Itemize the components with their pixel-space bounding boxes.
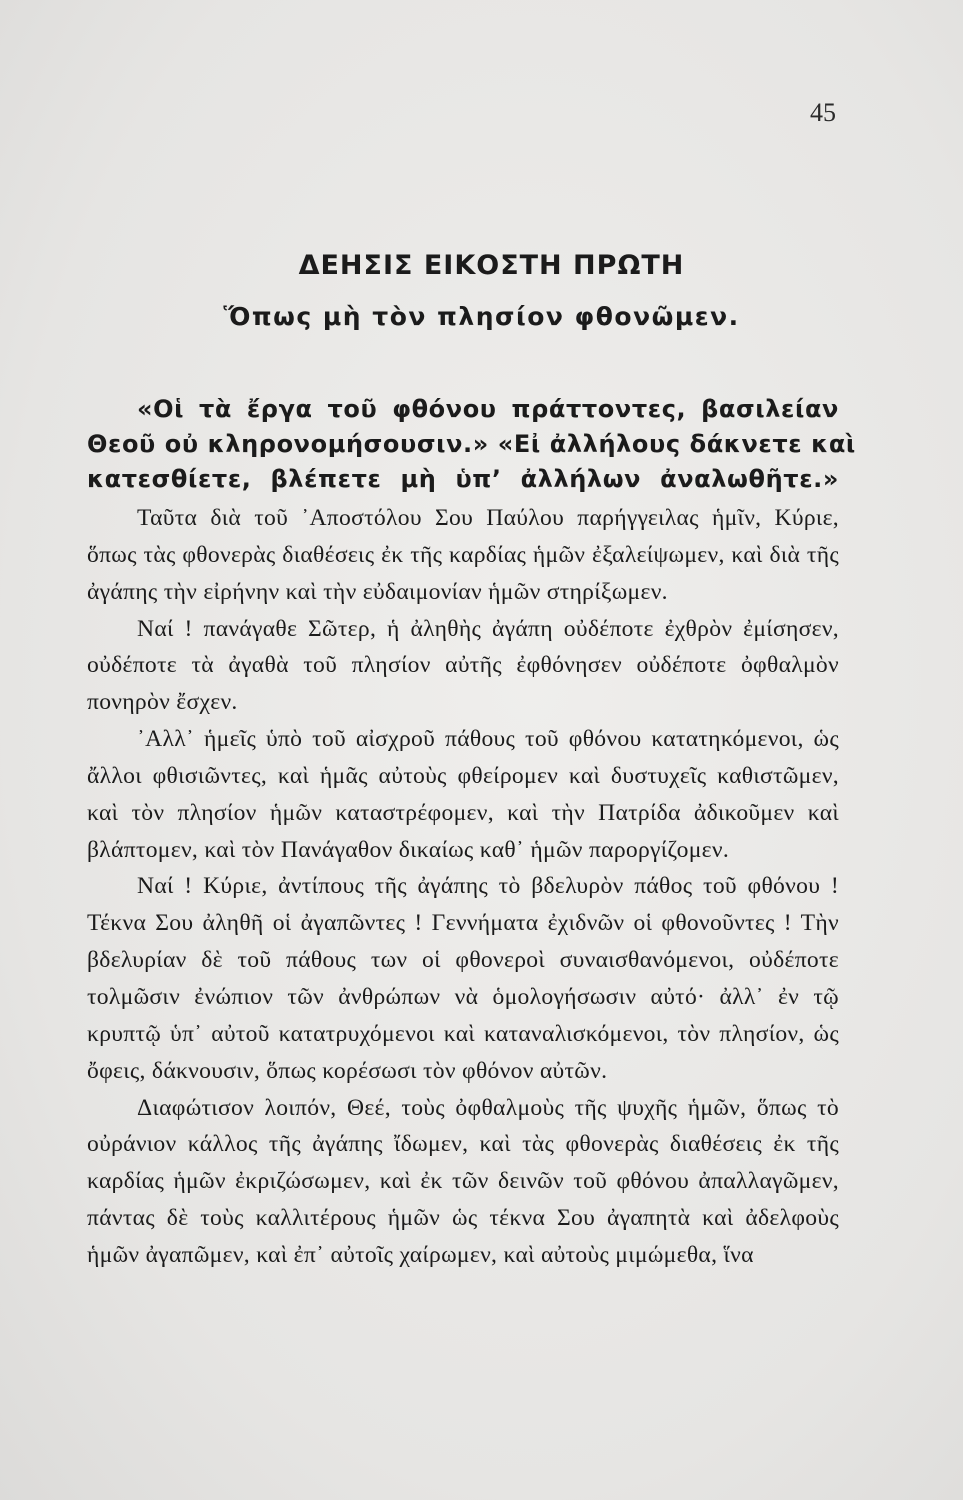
- paragraph: Ταῦτα διὰ τοῦ ᾿Αποστόλου Σου Παύλου παρήγγειλας ἡμῖν, Κύριε, ὅπως τὰς φθονερὰς διαθέσεις ἐκ τῆς καρδίας ἡμῶν ἐξαλείψωμεν, καὶ διὰ τῆς ἀγάπης τὴν εἰρήνην καὶ τὴν εὐδαιμονίαν ἡμῶν στηρίξωμεν.: [87, 505, 839, 605]
- quote-line: κατεσθίετε, βλέπετε μὴ ὑπ’ ἀλλήλων ἀναλωθῆτε.»: [87, 465, 839, 493]
- paragraph: ᾿Αλλ᾿ ἡμεῖς ὑπὸ τοῦ αἰσχροῦ πάθους τοῦ φθόνου κατατηκόμενοι, ὡς ἄλλοι φθισιῶντες, καὶ ἡμᾶς αὐτοὺς φθείρομεν καὶ δυστυχεῖς καθιστῶμεν, καὶ τὸν πλησίον ἡμῶν καταστρέφομεν, καὶ τὴν Πατρίδα ἀδικοῦμεν καὶ βλάπτομεν, καὶ τὸν Πανάγαθον δικαίως καθ᾿ ἡμῶν παροργίζομεν.: [87, 726, 839, 863]
- scripture-quote: [87, 392, 856, 497]
- prayer-title: ΔΕΗΣΙΣ ΕΙΚΟΣΤΗ ΠΡΩΤΗ: [298, 250, 685, 281]
- paragraph: Διαφώτισον λοιπόν, Θεέ, τοὺς ὀφθαλμοὺς τῆς ψυχῆς ἡμῶν, ὅπως τὸ οὐράνιον κάλλος τῆς ἀγάπης ἴδωμεν, καὶ τὰς φθονερὰς διαθέσεις ἐκ τῆς καρδίας ἡμῶν ἐκριζώσωμεν, καὶ ἐκ τῶν δεινῶν τοῦ φθόνου ἀπαλλαγῶμεν, πάντας δὲ τοὺς καλλιτέρους ἡμῶν ὡς τέκνα Σου ἀγαπητὰ καὶ ἀδελφοὺς ἡμῶν ἀγαπῶμεν, καὶ ἐπ᾿ αὐτοῖς χαίρωμεν, καὶ αὐτοὺς μιμώμεθα, ἵνα: [87, 1094, 839, 1268]
- paragraph: Ναί ! πανάγαθε Σῶτερ, ἡ ἀληθὴς ἀγάπη οὐδέποτε ἐχθρὸν ἐμίσησεν, οὐδέποτε τὰ ἀγαθὰ τοῦ πλησίον αὐτῆς ἐφθόνησεν οὐδέποτε ὀφθαλμὸν πονηρὸν ἔσχεν.: [87, 615, 839, 716]
- page-number: 45: [810, 98, 836, 127]
- paragraph: Ναί ! Κύριε, ἀντίπους τῆς ἀγάπης τὸ βδελυρὸν πάθος τοῦ φθόνου ! Τέκνα Σου ἀληθῆ οἱ ἀγαπῶντες ! Γεννήματα ἐχιδνῶν οἱ φθονοῦντες ! Τὴν βδελυρίαν δὲ τοῦ πάθους των οἱ φθονεροὶ συναισθανόμενοι, οὐδέποτε τολμῶσιν ἐνώπιον τῶν ἀνθρώπων νὰ ὁμολογήσωσιν αὐτό· ἀλλ᾿ ἐν τῷ κρυπτῷ ὑπ᾿ αὐτοῦ κατατρυχόμενοι καὶ καταναλισκόμενοι, τὸν πλησίον, ὡς ὄφεις, δάκνουσιν, ὅπως κορέσωσι τὸν φθόνον αὐτῶν.: [87, 873, 839, 1084]
- prayer-body: [87, 500, 839, 1274]
- quote-line: Θεοῦ οὐ κληρονομήσουσιν.» «Εἰ ἀλλήλους δάκνετε καὶ: [87, 430, 856, 458]
- prayer-subtitle: Ὅπως μὴ τὸν πλησίον φθονῶμεν.: [223, 302, 740, 331]
- quote-line: «Οἱ τὰ ἔργα τοῦ φθόνου πράττοντες, βασιλείαν: [137, 395, 839, 423]
